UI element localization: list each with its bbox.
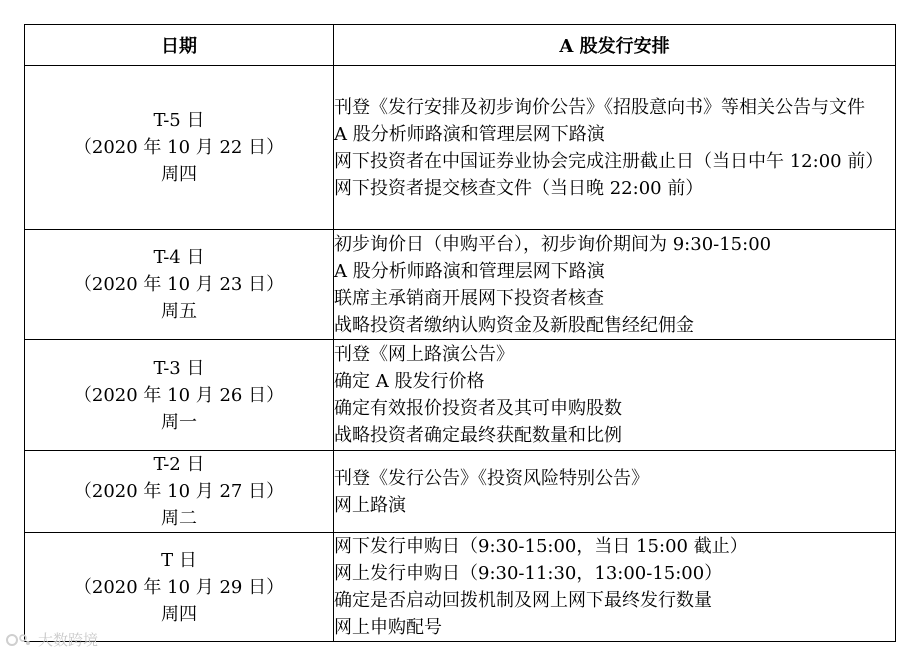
table-row	[25, 533, 896, 642]
arrangement-item: 刊登《发行安排及初步询价公告》《招股意向书》等相关公告与文件	[334, 96, 865, 118]
arrangement-item: 确定 A 股发行价格	[334, 371, 485, 392]
date-cell	[25, 533, 334, 642]
arrangement-cell	[334, 66, 896, 230]
weekday-label: 周四	[161, 164, 197, 185]
arrangement-item: 战略投资者缴纳认购资金及新股配售经纪佣金	[334, 314, 694, 336]
table-row	[25, 340, 896, 451]
arrangement-item: 刊登《网上路演公告》	[334, 344, 514, 365]
day-label: T 日	[161, 549, 197, 571]
watermark-text: 大数跨境	[38, 631, 99, 649]
header-arrangement: A 股发行安排	[334, 25, 896, 66]
weekday-label: 周四	[161, 603, 197, 625]
date-label: （2020 年 10 月 26 日）	[73, 384, 285, 406]
arrangement-item: 初步询价日（申购平台），初步询价期间为 9:30-15:00	[334, 233, 772, 255]
day-label: T-5 日	[153, 110, 205, 131]
table-row	[25, 451, 896, 533]
arrangement-item: 网下投资者在中国证券业协会完成注册截止日（当日中午 12:00 前）	[334, 150, 884, 172]
arrangement-item: 网上申购配号	[334, 617, 442, 638]
weekday-label: 周五	[161, 301, 197, 322]
arrangement-item: 网上路演	[334, 494, 406, 516]
arrangement-item: 联席主承销商开展网下投资者核查	[334, 287, 604, 309]
date-label: （2020 年 10 月 29 日）	[73, 576, 285, 598]
arrangement-item: A 股分析师路演和管理层网下路演	[334, 260, 605, 282]
issuance-schedule-table	[24, 24, 896, 642]
arrangement-item: 网下投资者提交核查文件（当日晚 22:00 前）	[334, 177, 704, 199]
arrangement-item: 网上发行申购日（9:30-11:30，13:00-15:00）	[334, 563, 723, 584]
arrangement-cell	[334, 451, 896, 533]
arrangement-item: A 股分析师路演和管理层网下路演	[334, 123, 605, 145]
date-cell	[25, 66, 334, 230]
arrangement-item: 战略投资者确定最终获配数量和比例	[334, 425, 622, 446]
date-cell	[25, 340, 334, 451]
date-label: （2020 年 10 月 23 日）	[73, 274, 285, 295]
table-row	[25, 66, 896, 230]
table-row	[25, 230, 896, 340]
arrangement-item: 网下发行申购日（9:30-15:00，当日 15:00 截止）	[334, 536, 748, 557]
arrangement-item: 确定有效报价投资者及其可申购股数	[334, 398, 622, 419]
date-label: （2020 年 10 月 27 日）	[73, 481, 285, 502]
watermark	[6, 629, 98, 650]
weekday-label: 周二	[161, 508, 197, 529]
header-date: 日期	[25, 25, 334, 66]
day-label: T-3 日	[153, 357, 205, 379]
watermark-logo-icon	[6, 632, 32, 648]
date-label: （2020 年 10 月 22 日）	[73, 137, 285, 158]
date-cell	[25, 451, 334, 533]
arrangement-item: 确定是否启动回拨机制及网上网下最终发行数量	[334, 590, 712, 611]
day-label: T-2 日	[153, 454, 205, 475]
arrangement-cell	[334, 533, 896, 642]
date-cell	[25, 230, 334, 340]
arrangement-cell	[334, 340, 896, 451]
arrangement-item: 刊登《发行公告》《投资风险特别公告》	[334, 467, 649, 489]
table-header-row	[25, 25, 896, 66]
weekday-label: 周一	[161, 411, 197, 433]
day-label: T-4 日	[153, 247, 205, 268]
arrangement-cell	[334, 230, 896, 340]
